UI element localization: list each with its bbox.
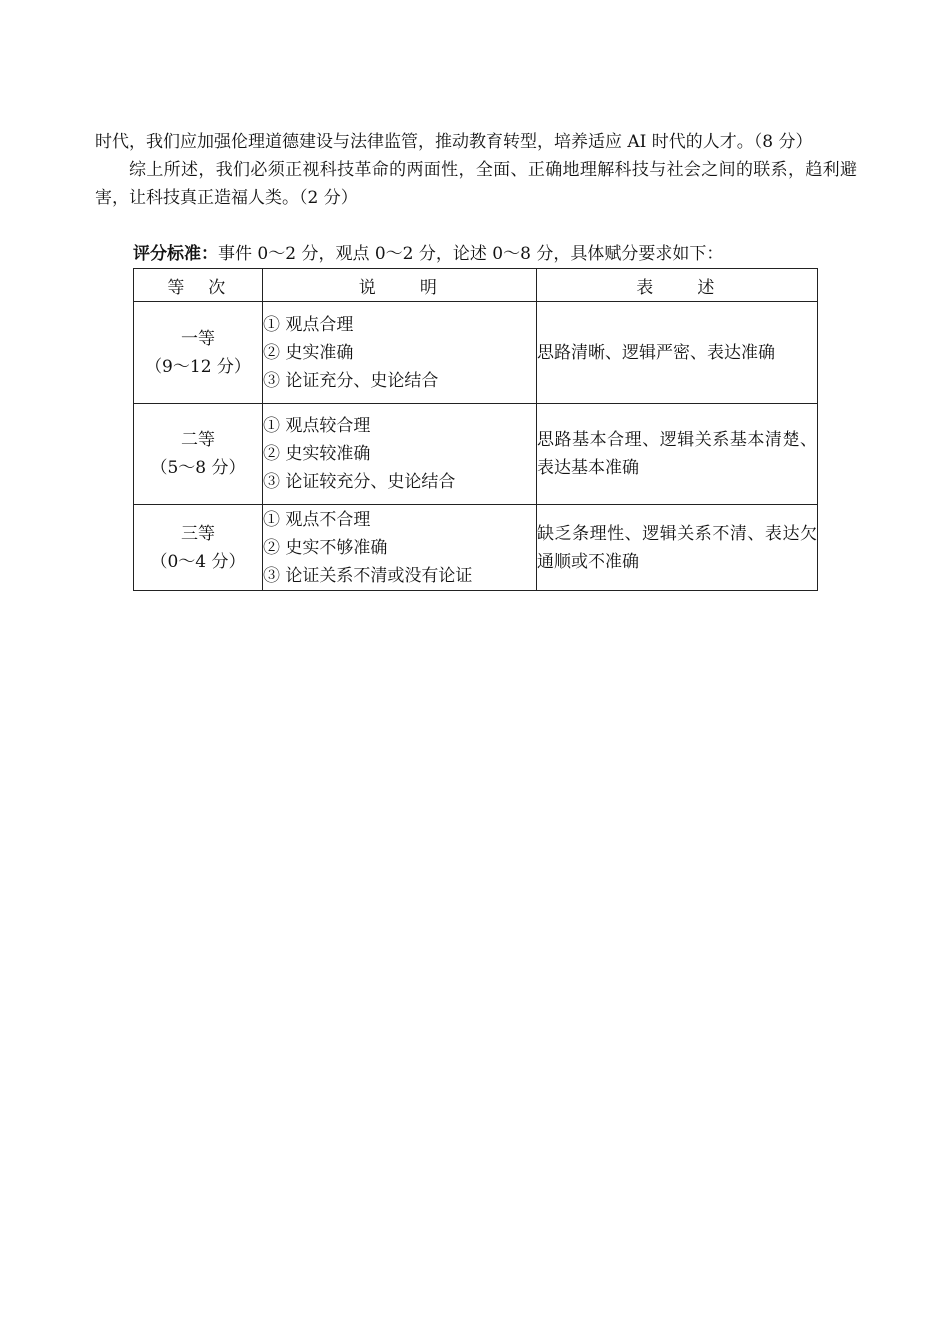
expression-cell: 思路清晰、逻辑严密、表达准确 [537, 302, 818, 404]
level-cell [134, 505, 263, 591]
criterion-item: ① 观点较合理 [263, 416, 371, 436]
level-name: 三等 [181, 523, 215, 544]
level-name: 一等 [181, 328, 215, 349]
grading-table [133, 268, 818, 591]
description-cell [263, 302, 537, 404]
table-row [134, 302, 818, 404]
criterion-item: ③ 论证较充分、史论结合 [263, 472, 456, 492]
paragraph-conclusion-part: 时代，我们应加强伦理道德建设与法律监管，推动教育转型，培养适应 AI 时代的人才。（8 分） [95, 132, 813, 152]
header-expression: 表 述 [537, 269, 818, 302]
document-page [95, 128, 857, 591]
header-description: 说 明 [263, 269, 537, 302]
rubric-label: 评分标准： [133, 244, 218, 264]
table-row [134, 505, 818, 591]
expression-cell: 思路基本合理、逻辑关系基本清楚、表达基本准确 [537, 404, 818, 505]
criterion-item: ② 史实较准确 [263, 444, 371, 464]
level-range: （0～4 分） [150, 551, 246, 572]
level-cell [134, 404, 263, 505]
table-header-row [134, 269, 818, 302]
criterion-item: ③ 论证充分、史论结合 [263, 370, 439, 391]
level-range: （5～8 分） [150, 458, 246, 478]
criterion-item: ③ 论证关系不清或没有论证 [263, 565, 473, 586]
level-range: （9～12 分） [145, 356, 251, 377]
criterion-item: ① 观点不合理 [263, 509, 371, 530]
criterion-item: ② 史实不够准确 [263, 537, 388, 558]
rubric-section [133, 242, 817, 591]
description-cell [263, 404, 537, 505]
description-cell [263, 505, 537, 591]
criterion-item: ① 观点合理 [263, 314, 354, 335]
level-name: 二等 [181, 430, 215, 450]
expression-cell: 缺乏条理性、逻辑关系不清、表达欠通顺或不准确 [537, 505, 818, 591]
level-cell [134, 302, 263, 404]
header-level: 等 次 [134, 269, 263, 302]
table-row [134, 404, 818, 505]
paragraph-summary: 综上所述，我们必须正视科技革命的两面性，全面、正确地理解科技与社会之间的联系，趋利避害，让科技真正造福人类。（2 分） [95, 160, 857, 208]
criterion-item: ② 史实准确 [263, 342, 354, 363]
rubric-intro: 事件 0～2 分，观点 0～2 分，论述 0～8 分，具体赋分要求如下： [218, 244, 724, 264]
rubric-title [133, 242, 817, 266]
